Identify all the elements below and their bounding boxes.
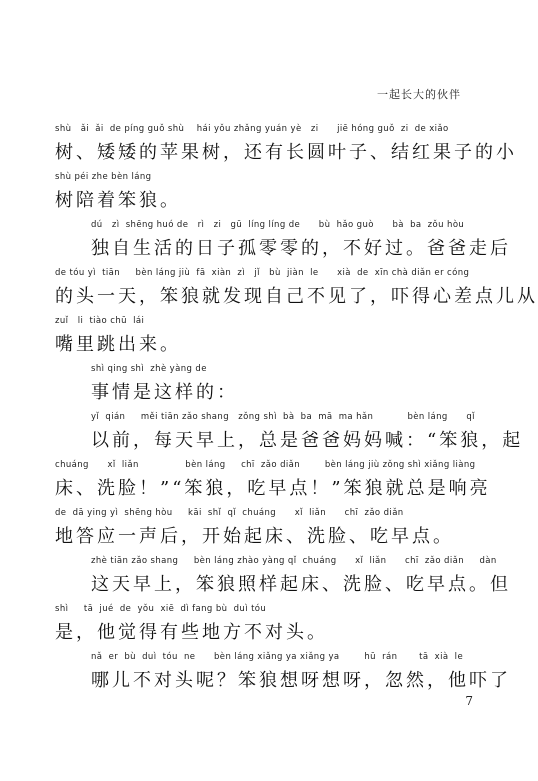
paragraph [55, 220, 538, 364]
paragraph [55, 412, 524, 556]
text-line [55, 268, 538, 316]
running-header: 一起长大的伙伴 [377, 88, 461, 101]
text-line [55, 460, 491, 508]
text-line [55, 556, 511, 604]
text-line [55, 412, 524, 460]
pinyin-line: dú zì shēng huó de rì zi gū líng líng de bù hǎo guò bà ba zǒu hòu [91, 220, 465, 230]
hanzi-line: 嘴里跳出来。 [55, 334, 181, 355]
hanzi-line: 事情是这样的： [91, 382, 238, 403]
hanzi-line: 床、洗脸！”“笨狼，吃早点！”笨狼就总是响亮 [55, 478, 491, 499]
hanzi-line: 的头一天，笨狼就发现自己不见了，吓得心差点儿从 [55, 286, 538, 307]
hanzi-line: 是，他觉得有些地方不对头。 [55, 622, 328, 643]
text-line [55, 316, 455, 364]
pinyin-line: zuǐ li tiào chū lái [55, 316, 145, 326]
paragraph [55, 124, 517, 220]
text-line [55, 172, 455, 220]
hanzi-line: 哪儿不对头呢？笨狼想呀想呀，忽然，他吓了 [91, 670, 511, 691]
pinyin-line: nǎ er bù duì tóu ne bèn láng xiǎng ya xiǎng ya hū rán tā xià le [91, 652, 464, 662]
text-line [55, 124, 517, 172]
pinyin-line: chuáng xǐ liǎn bèn láng chī zǎo diǎn bèn láng jiù zǒng shì xiǎng liàng [55, 460, 476, 470]
story-text [55, 124, 538, 700]
pinyin-line: shù péi zhe bèn láng [55, 172, 152, 182]
hanzi-line: 以前，每天早上，总是爸爸妈妈喊：“笨狼，起 [91, 430, 524, 451]
paragraph [55, 652, 511, 700]
pinyin-line: shì qing shì zhè yàng de [91, 364, 207, 374]
pinyin-line: zhè tiān zǎo shang bèn láng zhào yàng qǐ chuáng xǐ liǎn chī zǎo diǎn dàn [91, 556, 497, 566]
text-line [55, 220, 511, 268]
text-line [55, 604, 455, 652]
paragraph [55, 556, 511, 652]
hanzi-line: 独自生活的日子孤零零的，不好过。爸爸走后 [91, 238, 511, 259]
page-number: 7 [465, 694, 473, 708]
pinyin-line: de dā ying yì shēng hòu kāi shǐ qǐ chuáng xǐ liǎn chī zǎo diǎn [55, 508, 404, 518]
pinyin-line: shì tā jué de yǒu xiē dì fang bù duì tóu [55, 604, 267, 614]
paragraph [55, 364, 455, 412]
text-line [55, 652, 511, 700]
text-line [55, 364, 455, 412]
text-line [55, 508, 455, 556]
pinyin-line: yǐ qián měi tiān zǎo shang zǒng shì bà ba mā ma hǎn bèn láng qǐ [91, 412, 475, 422]
pinyin-line: de tóu yì tiān bèn láng jiù fā xiàn zì jǐ bù jiàn le xià de xīn chà diǎn er cóng [55, 268, 470, 278]
pinyin-line: shù ǎi ǎi de píng guǒ shù hái yǒu zhǎng yuán yè zi jiē hóng guǒ zi de xiǎo [55, 124, 449, 134]
hanzi-line: 树、矮矮的苹果树，还有长圆叶子、结红果子的小 [55, 142, 517, 163]
hanzi-line: 这天早上，笨狼照样起床、洗脸、吃早点。但 [91, 574, 511, 595]
hanzi-line: 地答应一声后，开始起床、洗脸、吃早点。 [55, 526, 454, 547]
hanzi-line: 树陪着笨狼。 [55, 190, 181, 211]
